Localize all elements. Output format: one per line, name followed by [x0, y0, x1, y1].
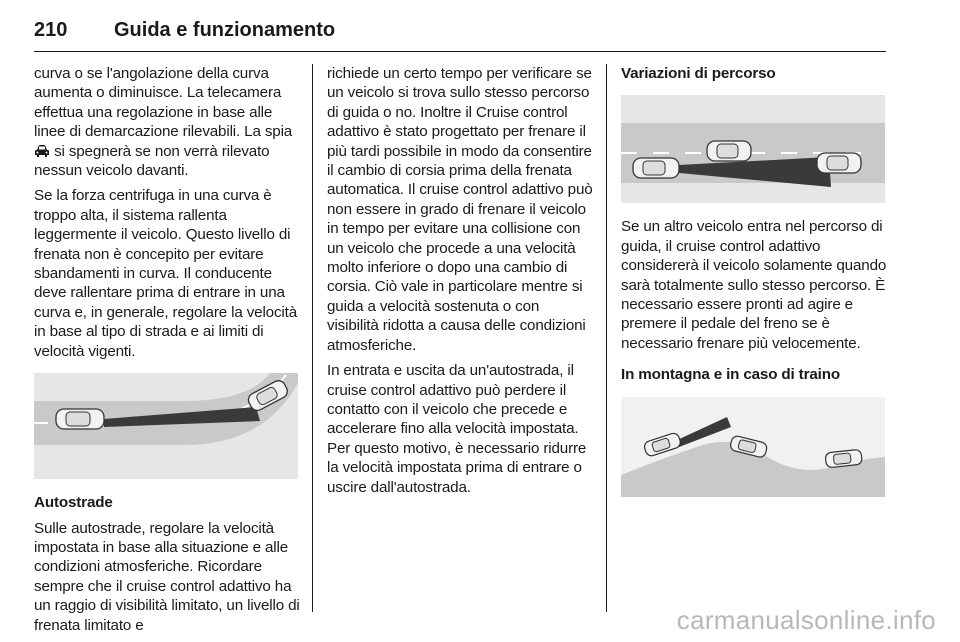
- watermark: carmanualsonline.info: [676, 605, 936, 635]
- page-header: [34, 18, 886, 52]
- column-divider: [312, 64, 313, 612]
- section-heading-autostrade: Autostrade: [34, 494, 113, 512]
- hill-driving-illustration: [621, 397, 885, 497]
- curve-road-illustration: [34, 373, 298, 479]
- section-heading-montagna: In montagna e in caso di traino: [621, 366, 840, 384]
- paragraph: Se un altro veicolo entra nel percorso di guida, il cruise control adattivo considererà il veicolo solamente quando sarà totalmente sullo stesso percorso. È necessario essere pronti ad agire e premere il pedale del freno se è necessario frenare più velocemente.: [621, 218, 887, 352]
- page-title: Guida e funzionamento: [114, 19, 336, 41]
- text-column-3: [621, 64, 887, 511]
- page-number: 210: [34, 19, 68, 41]
- column-divider: [606, 64, 607, 612]
- paragraph-text: curva o se l'angolazione della curva aumenta o diminuisce. La telecamera effettua una regolazione in base alle linee di demarcazione rilevabili. La spia: [34, 65, 293, 141]
- paragraph: Se la forza centrifuga in una curva è troppo alta, il sistema rallenta leggermente il veicolo. Questo livello di frenata non è concepito per evitare sbandamenti in curva. Il conducente deve rallentare prima di entrare in una curva e, in generale, regolare la velocità in base al tipo di strada e ai limiti di velocità vigenti.: [34, 187, 298, 360]
- text-column-1: [34, 64, 300, 641]
- paragraph: [34, 64, 300, 180]
- paragraph-text: si spegnerà se non verrà rilevato nessun veicolo davanti.: [34, 142, 270, 180]
- section-heading-variazioni: Variazioni di percorso: [621, 65, 776, 82]
- paragraph: richiede un certo tempo per verificare se un veicolo si trova sullo stesso percorso di guida o no. Inoltre il Cruise control adattivo è stato progettato per frenare il più tardi possibile in modo da consentire il cambio di corsia prima della frenata automatica. Il cruise control adattivo può non essere in grado di frenare il veicolo in tempo per evitare una collisione con un veicolo che procede a una velocità molto inferiore o dopo una cambio di corsia. Ciò vale in particolare mentre si guida a velocità sostenuta o con visibilità ridotta a causa delle condizioni atmosferiche.: [327, 65, 593, 354]
- paragraph: Sulle autostrade, regolare la velocità impostata in base alla situazione e alle condizioni atmosferiche. Ricordare sempre che il cruise control adattivo ha un raggio di visibilità limitato, un livello di frenata limitato e: [34, 519, 300, 634]
- vehicle-ahead-icon: [34, 144, 50, 158]
- lane-change-illustration: [621, 95, 885, 203]
- text-column-2: [327, 64, 593, 503]
- paragraph: In entrata e uscita da un'autostrada, il cruise control adattivo può perdere il contatto con il veicolo che precede e accelerare fino alla velocità impostata. Per questo motivo, è necessario ridurre la velocità impostata prima di entrare o uscire dall'autostrada.: [327, 362, 587, 496]
